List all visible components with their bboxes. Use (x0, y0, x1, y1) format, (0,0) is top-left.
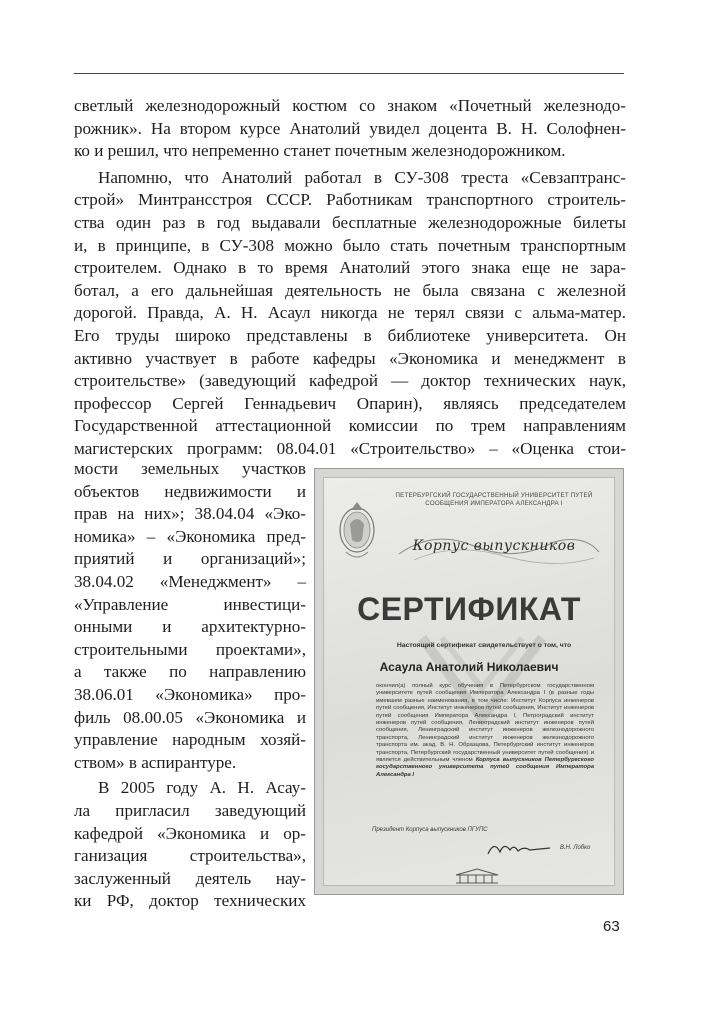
text-line: прав на них»; 38.04.04 «Эко- (74, 504, 306, 524)
text-line: управление народным хозяй- (74, 730, 306, 750)
text-line: 38.04.02 «Менеджмент» – (74, 571, 306, 591)
text-line: ки РФ, доктор технических (74, 891, 306, 911)
body-text (74, 95, 626, 461)
header-rule (74, 73, 624, 74)
body-text-narrow (74, 458, 306, 913)
certificate-photo (314, 468, 624, 895)
certificate-sheet (323, 477, 615, 886)
text-line: рожник». На втором курсе Анатолий увидел доцента В. Н. Солофнен- (74, 118, 626, 138)
text-line: онными и архитектурно- (74, 617, 306, 637)
text-line: 38.06.01 «Экономика» про- (74, 684, 306, 704)
text-line: светлый железнодорожный костюм со знаком «Почетный железнодо- (74, 96, 626, 115)
text-line: заслуженный деятель нау- (74, 868, 306, 888)
signature-icon (484, 836, 554, 860)
certificate-sign-label: Президент Корпуса выпускников ПГУПС (372, 827, 488, 833)
text-line: активно участвует в работе кафедры «Экономика и менеджмент в (74, 348, 626, 368)
text-line: магистерских программ: 08.04.01 «Строительство» – «Оценка стои- (74, 438, 626, 458)
certificate-header: ПЕТЕРБУРГСКИЙ ГОСУДАРСТВЕННЫЙ УНИВЕРСИТЕТ ПУТЕЙ СООБЩЕНИЯ ИМПЕРАТОРА АЛЕКСАНДРА I (395, 492, 593, 507)
text-line: и, в принципе, в СУ-308 можно было стать почетным транспортным (74, 235, 626, 255)
text-line: мости земельных участков (74, 459, 306, 478)
text-line: профессор Сергей Геннадьевич Опарин), являясь председателем (74, 393, 626, 413)
text-line: строй» Минтрансстроя СССР. Работникам транспортного строитель- (74, 190, 626, 210)
text-line: номика» – «Экономика пред- (74, 526, 306, 546)
text-line: объектов недвижимости и (74, 481, 306, 501)
text-line: филь 08.00.05 «Экономика и (74, 707, 306, 727)
text-line: Напомню, что Анатолий работал в СУ-308 треста «Севзаптранс- (98, 167, 626, 187)
text-line: строителем. Однако в то время Анатолий этого знака еще не зара- (74, 258, 626, 278)
text-line: Государственной аттестационной комиссии по трем направлениям (74, 416, 626, 436)
text-line: ко и решил, что непременно станет почетным железнодорожником. (74, 141, 566, 161)
text-line: ботал, а его дальнейшая деятельность не была связана с железной (74, 280, 626, 300)
text-line: Его труды широко представлены в библиотеке университета. Он (74, 325, 626, 345)
certificate-body (376, 683, 594, 779)
text-line: ла пригласил заведующий (74, 800, 306, 820)
text-line: ганизация строительства», (74, 846, 306, 866)
university-emblem-icon (336, 490, 378, 568)
text-line: дорогой. Правда, А. Н. Асаул никогда не терял связи с альма-матер. (74, 303, 626, 323)
certificate-subtitle: Настоящий сертификат свидетельствует о том, что (396, 642, 572, 649)
text-line: ства один раз в год выдавали бесплатные железнодорожные билеты (74, 212, 626, 232)
certificate-body-bold: Корпуса выпускников Петербургского государственного университета путей сообщения Императора Александра I (376, 757, 594, 778)
text-line: «Управление инвестици- (74, 594, 306, 614)
certificate-signer: В.Н. Лобко (560, 845, 591, 851)
certificate-body-text: окончил(а) полный курс обучения в Петербургском государственном университете путей сообщения Императора Александра I (в разные годы имевшем разные наименования, в том числе: Институт Корпуса инженеров путей сообщения, Институт инженеров путей сообщения, Институт инженеров путей сообщения Императора Александра I, Петроградский институт инженеров путей сообщения, Ленинградский институт инженеров путей сообщения, Ленинградский институт инженеров железнодорожного транспорта, Ленинградский институт инженеров железнодорожного транспорта им. акад. В. Н. Образцова, Петербургский институт инженеров транспорта, Петербургский государственный университет путей сообщения) и является действительным членом (376, 683, 594, 764)
text-line: В 2005 году А. Н. Асау- (98, 778, 306, 798)
text-line: кафедрой «Экономика и ор- (74, 823, 306, 843)
page-number: 63 (603, 918, 620, 935)
text-line: строительными проектами», (74, 639, 306, 659)
certificate-recipient-name: Асаула Анатолий Николаевич (379, 660, 559, 674)
text-line: а также по направлению (74, 662, 306, 682)
certificate-title: СЕРТИФИКАТ (357, 591, 581, 627)
certificate-script-title: Корпус выпускников (412, 538, 576, 554)
building-emblem-icon (452, 867, 502, 885)
text-line: приятий и организаций»; (74, 549, 306, 569)
text-line: ством» в аспирантуре. (74, 752, 237, 772)
text-line: строительстве» (заведующий кафедрой — доктор технических наук, (74, 371, 626, 391)
